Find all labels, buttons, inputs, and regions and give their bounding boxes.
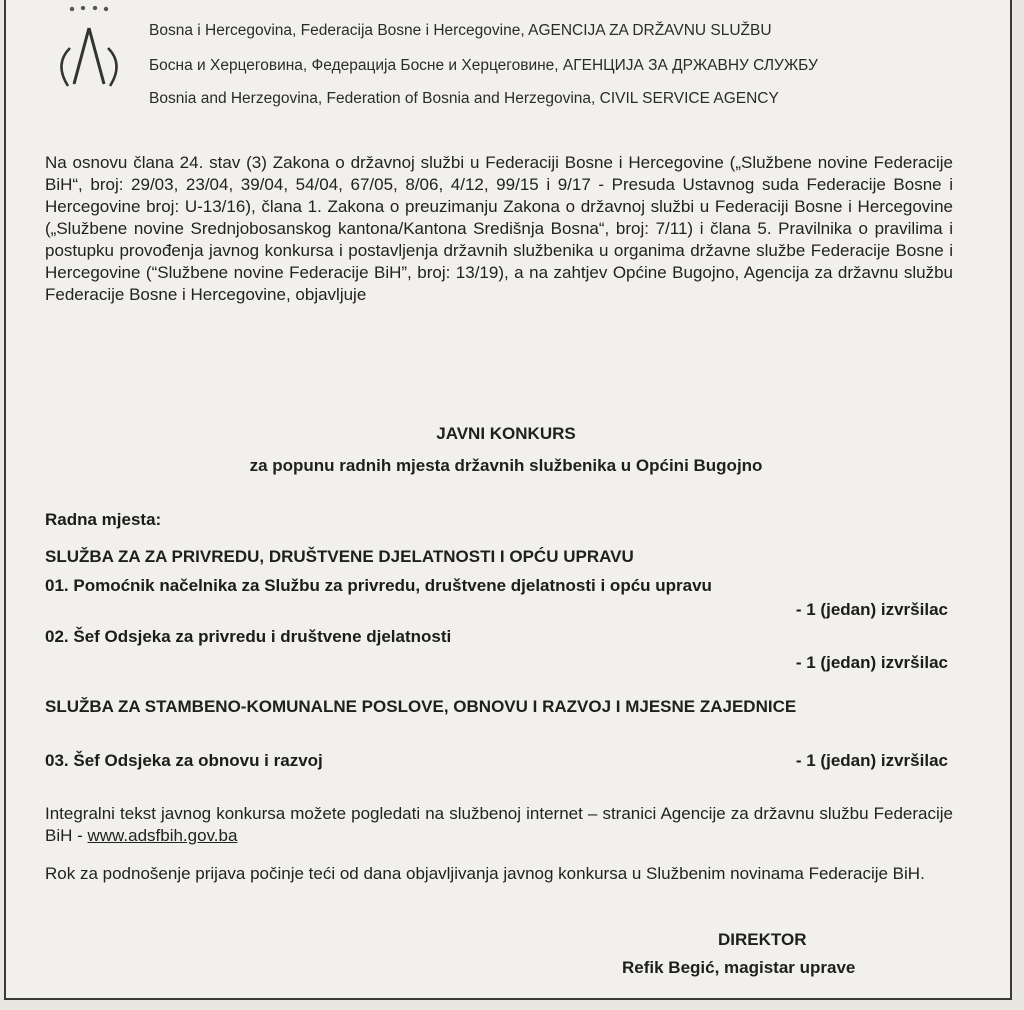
positions-label: Radna mjesta:: [45, 510, 162, 529]
position-1-count: - 1 (jedan) izvršilac: [795, 600, 948, 619]
position-3: 03. Šef Odsjeka za obnovu i razvoj: [45, 751, 323, 770]
header-line-english: Bosnia and Herzegovina, Federation of Bosnia and Herzegovina, CIVIL SERVICE AGENCY: [149, 90, 779, 107]
position-1: 01. Pomoćnik načelnika za Službu za privredu, društvene djelatnosti i opću upravu: [45, 576, 712, 595]
section-2-heading: SLUŽBA ZA STAMBENO-KOMUNALNE POSLOVE, OBNOVU I RAZVOJ I MJESNE ZAJEDNICE: [45, 697, 797, 716]
document-page: [4, 0, 1012, 1000]
intro-paragraph: Na osnovu člana 24. stav (3) Zakona o državnoj službi u Federaciji Bosne i Hercegovine („Službene novine Federacije BiH“, broj: 29/03, 23/04, 39/04, 54/04, 67/05, 8/06, 4/12, 99/15 i 9/17 - Presuda Ustavnog suda Federacije Bosne i Hercegovine broj: U-13/16), člana 1. Zakona o preuzimanju Zakona o državnoj službi u Federaciji Bosne i Hercegovine („Službene novine Srednjobosanskog kantona/Kantona Središnja Bosna“, broj: 7/11) i člana 5. Pravilnika o pravilima i postupku provođenja javnog konkursa i postavljenja državnih službenika u organima državne službe Federacije Bosne i Hercegovine (“Službene novine Federacije BiH”, broj: 13/19), a na zahtjev Općine Bugojno, Agencija za državnu službu Federacije Bosne i Hercegovine, objavljuje: [45, 153, 953, 304]
agency-website-link[interactable]: www.adsfbih.gov.ba: [87, 826, 238, 845]
document-title: JAVNI KONKURS: [436, 424, 576, 443]
position-2: 02. Šef Odsjeka za privredu i društvene djelatnosti: [45, 627, 452, 646]
document-subtitle: za popunu radnih mjesta državnih službenika u Općini Bugojno: [249, 456, 763, 475]
info-text: Integralni tekst javnog konkursa možete pogledati na službenoj internet – stranici Agencije za državnu službu Federacije BiH -: [45, 804, 953, 845]
deadline-paragraph: Rok za podnošenje prijava počinje teći od dana objavljivanja javnog konkursa u Službenim novinama Federacije BiH.: [45, 864, 925, 883]
position-2-count: - 1 (jedan) izvršilac: [795, 653, 948, 672]
signature-name: Refik Begić, magistar uprave: [622, 958, 856, 977]
info-paragraph: [45, 803, 953, 847]
signature-role: DIREKTOR: [718, 930, 807, 949]
section-1-heading: SLUŽBA ZA ZA PRIVREDU, DRUŠTVENE DJELATNOSTI I OPĆU UPRAVU: [45, 547, 634, 566]
position-3-count: - 1 (jedan) izvršilac: [795, 751, 948, 770]
header-line-serbian: Босна и Херцеговина, Федерација Босне и Херцеговине, АГЕНЦИЈА ЗА ДРЖАВНУ СЛУЖБУ: [149, 57, 818, 74]
agency-logo-icon: [48, 6, 130, 98]
header-line-bosnian: Bosna i Hercegovina, Federacija Bosne i Hercegovine, AGENCIJA ZA DRŽAVNU SLUŽBU: [149, 22, 772, 39]
